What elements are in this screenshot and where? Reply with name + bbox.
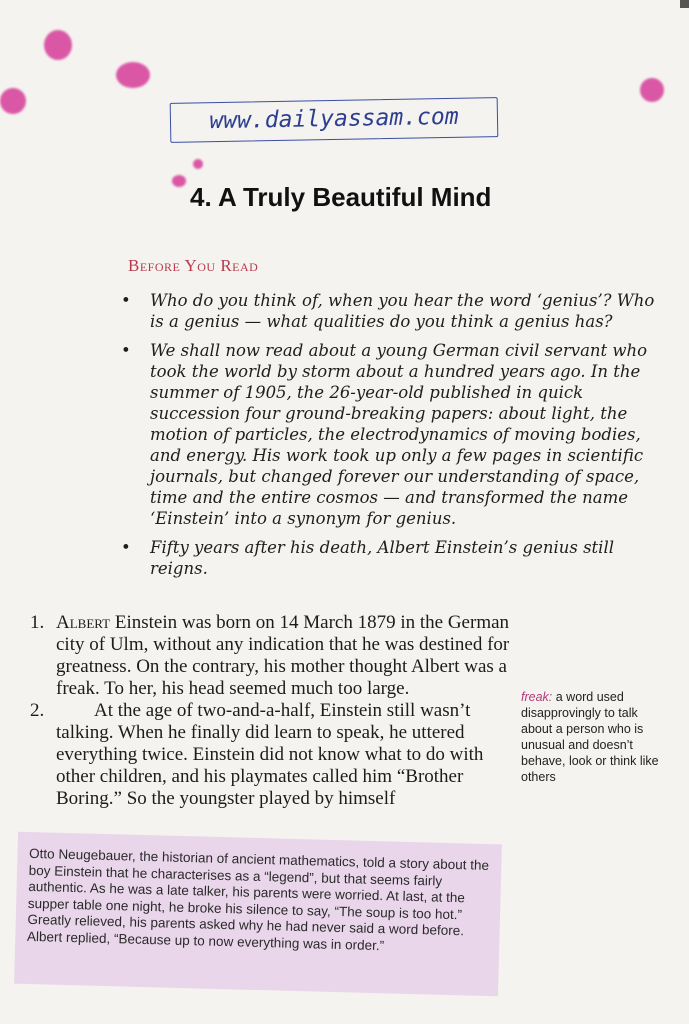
paragraph-text: At the age of two-and-a-half, Einstein still wasn’t talking. When he finally did learn to speak, he uttered everything twice. Einstein did not know what to do with other children, and his playmates called him “Brother Boring.” So the youngster played by himself — [56, 700, 484, 809]
main-text — [30, 612, 512, 810]
paragraph-text: Einstein was born on 14 March 1879 in the German city of Ulm, without any indication that he was destined for greatness. On the contrary, his mother thought Albert was a freak. To her, his head seemed much too large. — [56, 612, 510, 699]
list-item — [118, 537, 668, 579]
bullet-text: Fifty years after his death, Albert Einstein’s genius still reigns. — [150, 538, 615, 578]
page-corner-mark — [680, 0, 689, 8]
paragraph-lead-word: Albert — [56, 612, 111, 633]
glossary-note — [521, 689, 671, 785]
bullet-text: Who do you think of, when you hear the word ‘genius’? Who is a genius — what qualities do you think a genius has? — [150, 291, 655, 331]
glossary-term: freak: — [521, 690, 553, 704]
bullet-icon: • — [121, 538, 131, 557]
paragraph-2 — [30, 700, 512, 810]
before-you-read-heading: Before You Read — [128, 256, 259, 275]
bullet-icon: • — [121, 291, 131, 310]
bullet-icon: • — [121, 341, 131, 360]
anecdote-box-text: Otto Neugebauer, the historian of ancient mathematics, told a story about the boy Einstein that he characterises as a “legend”, but that seems fairly authentic. As he was a late talker, his parents were worried. At last, at the supper table one night, he broke his silence to say, “The soup is too hot.” Greatly relieved, his parents asked why he had never said a word before. Albert replied, “Because up to now everything was in order.” — [26, 845, 490, 953]
paragraph-number: 1. — [30, 612, 45, 633]
paragraph-number: 2. — [30, 700, 45, 721]
pink-mark-5 — [193, 159, 203, 169]
pink-mark-3 — [0, 88, 26, 114]
list-item — [118, 340, 668, 529]
paragraph-1 — [30, 612, 512, 700]
pink-mark-1 — [44, 30, 72, 60]
pink-mark-4 — [640, 78, 664, 102]
glossary-definition: a word used disapprovingly to talk about a person who is unusual and doesn’t behave, look or think like others — [521, 690, 659, 784]
watermark-url: www.dailyassam.com — [170, 97, 499, 143]
pink-mark-2 — [116, 62, 150, 88]
bullet-text: We shall now read about a young German civil servant who took the world by storm about a hundred years ago. In the summer of 1905, the 26-year-old published in quick succession four ground-breaking papers: about light, the motion of particles, the electrodynamics of moving bodies, and energy. His work took up only a few pages in scientific journals, but changed forever our understanding of space, time and the entire cosmos — and transformed the name ‘Einstein’ into a synonym for genius. — [150, 341, 648, 528]
chapter-title: 4. A Truly Beautiful Mind — [190, 182, 492, 212]
pink-mark-6 — [172, 175, 186, 187]
before-you-read-list — [118, 290, 668, 587]
list-item — [118, 290, 668, 332]
